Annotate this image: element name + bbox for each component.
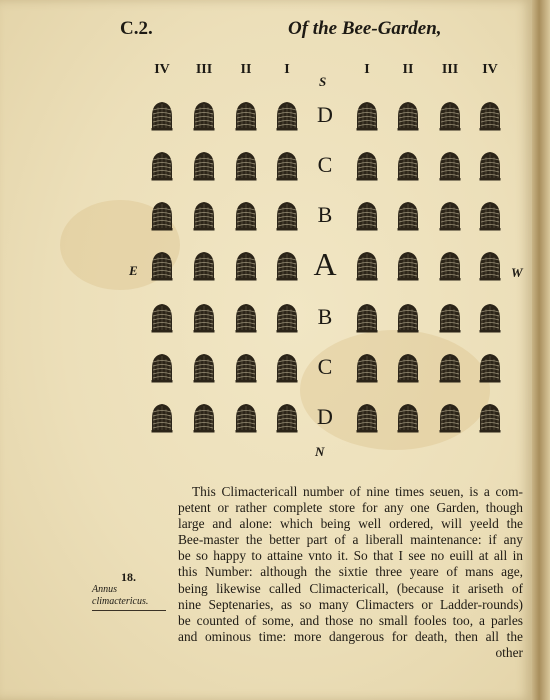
text-line: This Climactericall number of nine times seuen, is a com- <box>192 484 523 499</box>
margin-number: 18. <box>121 570 136 584</box>
beehive-icon <box>234 151 258 181</box>
column-label: IV <box>154 62 170 77</box>
row-letter-c: C <box>317 152 333 178</box>
beehive-icon <box>355 151 379 181</box>
beehive-icon <box>234 101 258 131</box>
row-letter-b: B <box>317 304 333 330</box>
beehive-icon <box>396 151 420 181</box>
beehive-icon <box>478 403 502 433</box>
text-line: petent or rather complete store for any one Garden, though <box>178 500 523 516</box>
beehive-icon <box>192 251 216 281</box>
column-label: III <box>441 62 459 77</box>
compass-south-label: N <box>315 444 325 459</box>
row-letter-d: D <box>317 102 333 128</box>
column-label: I <box>284 62 290 77</box>
beehive-icon <box>438 251 462 281</box>
beehive-icon <box>355 353 379 383</box>
beehive-icon <box>192 151 216 181</box>
beehive-icon <box>396 201 420 231</box>
column-label: I <box>364 62 370 77</box>
beehive-icon <box>478 201 502 231</box>
text-line: being likewise called Climactericall, (because it ariseth of <box>178 580 523 596</box>
compass-east-label: W <box>511 265 523 280</box>
beehive-icon <box>478 151 502 181</box>
beehive-icon <box>192 403 216 433</box>
text-line: this Number: although the sixtie three yeare of mans age, <box>178 564 523 580</box>
running-title: Of the Bee-Garden, <box>288 18 442 39</box>
column-label: III <box>195 62 213 77</box>
margin-note: Annus climactericus. <box>92 584 149 607</box>
text-line: and ominous time: more dangerous for death, then all the <box>178 628 523 644</box>
beehive-icon <box>396 303 420 333</box>
text-line: be so happy to attaine vnto it. So that I see no euill at all in <box>178 548 523 564</box>
beehive-icon <box>355 201 379 231</box>
beehive-icon <box>192 201 216 231</box>
beehive-icon <box>275 201 299 231</box>
text-line: Bee-master the better part of a liberall maintenance: if any <box>178 532 523 548</box>
beehive-icon <box>438 201 462 231</box>
column-label: II <box>240 62 252 77</box>
book-spine <box>532 0 550 700</box>
margin-rule <box>92 610 166 611</box>
beehive-icon <box>478 303 502 333</box>
beehive-icon <box>150 101 174 131</box>
text-line: large and alone: which being well ordered, will yeeld the <box>178 516 523 532</box>
beehive-icon <box>275 353 299 383</box>
page-signature: C.2. <box>120 18 153 39</box>
beehive-icon <box>396 353 420 383</box>
beehive-icon <box>355 101 379 131</box>
text-line: nine Septenaries, as so many Climacters or Ladder-rounds) <box>178 596 523 612</box>
beehive-icon <box>150 353 174 383</box>
beehive-icon <box>396 251 420 281</box>
beehive-icon <box>438 151 462 181</box>
beehive-icon <box>234 251 258 281</box>
beehive-icon <box>438 353 462 383</box>
beehive-icon <box>275 101 299 131</box>
beehive-icon <box>478 353 502 383</box>
beehive-icon <box>150 151 174 181</box>
beehive-icon <box>275 251 299 281</box>
beehive-icon <box>150 201 174 231</box>
row-letter-c: C <box>317 354 333 380</box>
beehive-icon <box>192 101 216 131</box>
column-label: II <box>402 62 414 77</box>
beehive-icon <box>438 403 462 433</box>
body-paragraph <box>178 484 523 661</box>
beehive-icon <box>275 151 299 181</box>
row-letter-d: D <box>317 404 333 430</box>
beehive-icon <box>275 403 299 433</box>
text-line: be counted of some, and those no small fooles too, a parles <box>178 612 523 628</box>
beehive-icon <box>234 403 258 433</box>
catchword: other <box>495 644 523 660</box>
row-letter-b: B <box>317 202 333 228</box>
beehive-icon <box>438 101 462 131</box>
row-letter-a: A <box>313 246 337 283</box>
compass-west-label: E <box>129 263 138 278</box>
beehive-icon <box>355 303 379 333</box>
beehive-icon <box>192 303 216 333</box>
beehive-icon <box>150 251 174 281</box>
beehive-icon <box>234 201 258 231</box>
beehive-icon <box>478 101 502 131</box>
beehive-icon <box>355 251 379 281</box>
beehive-icon <box>396 403 420 433</box>
beehive-icon <box>150 403 174 433</box>
column-label: IV <box>482 62 498 77</box>
beehive-icon <box>275 303 299 333</box>
beehive-icon <box>396 101 420 131</box>
beehive-icon <box>355 403 379 433</box>
beehive-icon <box>234 303 258 333</box>
beehive-icon <box>478 251 502 281</box>
beehive-icon <box>234 353 258 383</box>
beehive-icon <box>438 303 462 333</box>
beehive-icon <box>192 353 216 383</box>
compass-north-label: S <box>319 74 327 89</box>
beehive-icon <box>150 303 174 333</box>
